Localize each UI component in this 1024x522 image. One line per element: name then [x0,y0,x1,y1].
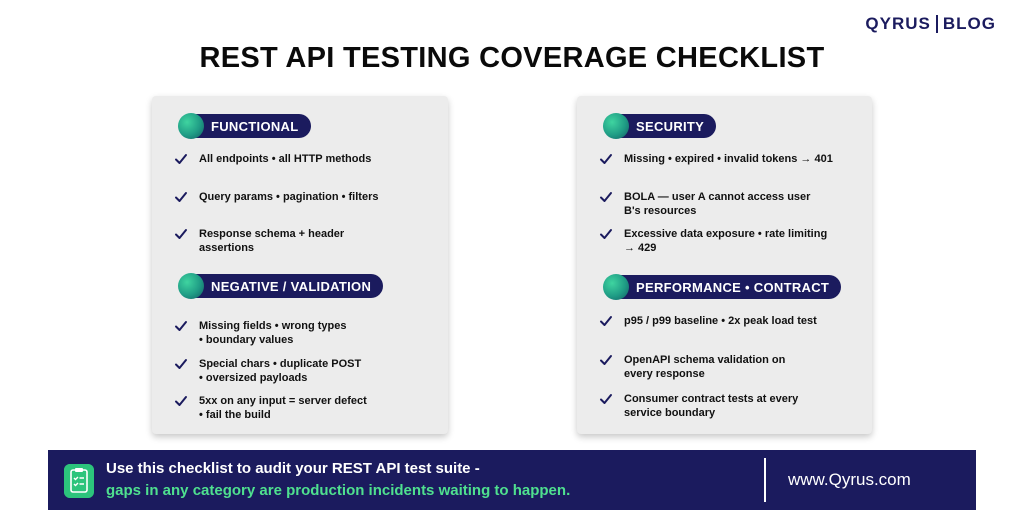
section-bullet-icon [603,274,629,300]
checklist-item [599,152,833,166]
page-title: REST API TESTING COVERAGE CHECKLIST [199,42,825,74]
checklist-item-text: Consumer contract tests at every service boundary [624,393,799,419]
checkmark-icon [174,152,188,166]
checklist-item [599,190,810,218]
checklist-item [174,190,378,204]
negative-section-header [178,274,383,298]
checklist-item-text: Missing fields • wrong types • boundary values [199,320,347,346]
brand-name: QYRUS [865,14,931,33]
banner-divider [764,458,766,502]
checklist-item-text: 5xx on any input = server defect • fail the build [199,395,367,421]
checkmark-icon [599,152,613,166]
section-bullet-icon [178,273,204,299]
checklist-document-icon [64,464,94,498]
functional-heading: FUNCTIONAL [191,114,311,138]
checklist-item-text: Missing • expired • invalid tokens → 401 [624,153,833,165]
checklist-item-text: Response schema + header assertions [199,228,345,254]
checklist-item [174,357,361,385]
checkmark-icon [174,357,188,371]
footer-banner [48,450,976,510]
checkmark-icon [599,190,613,204]
checklist-item [174,152,371,166]
checklist-item-text: Special chars • duplicate POST • oversized payloads [199,358,362,384]
checkmark-icon [599,353,613,367]
security-section-header [603,114,716,138]
checklist-item [599,353,785,381]
functional-section-header [178,114,311,138]
website-link[interactable]: www.Qyrus.com [788,470,911,489]
section-bullet-icon [603,113,629,139]
brand-section: BLOG [942,14,996,33]
checkmark-icon [174,319,188,333]
section-bullet-icon [178,113,204,139]
performance-heading: PERFORMANCE • CONTRACT [616,275,841,299]
checklist-item [174,319,347,347]
checklist-item-text: All endpoints • all HTTP methods [199,153,372,165]
checklist-item [174,227,344,255]
checkmark-icon [599,227,613,241]
security-heading: SECURITY [616,114,716,138]
checkmark-icon [174,227,188,241]
performance-section-header [603,275,841,299]
banner-line-1: Use this checklist to audit your REST API test suite - [106,460,480,477]
checkmark-icon [599,314,613,328]
checkmark-icon [174,394,188,408]
checklist-item-text: p95 / p99 baseline • 2x peak load test [624,315,817,327]
checklist-item-text: Query params • pagination • filters [199,191,379,203]
checklist-item-text: BOLA — user A cannot access user B's resources [624,191,811,217]
checklist-item-text: OpenAPI schema validation on every response [624,354,786,380]
right-checklist-panel [577,96,872,434]
checklist-item [599,392,798,420]
left-checklist-panel [152,96,448,434]
checklist-item-text: Excessive data exposure • rate limiting → 429 [624,228,828,254]
checkmark-icon [174,190,188,204]
checkmark-icon [599,392,613,406]
checklist-item [599,227,827,255]
negative-heading: NEGATIVE / VALIDATION [191,274,383,298]
checklist-item [599,314,817,328]
checklist-item [174,394,367,422]
brand-logo[interactable] [865,14,996,34]
banner-line-2: gaps in any category are production incidents waiting to happen. [106,482,571,499]
brand-divider [936,15,938,33]
